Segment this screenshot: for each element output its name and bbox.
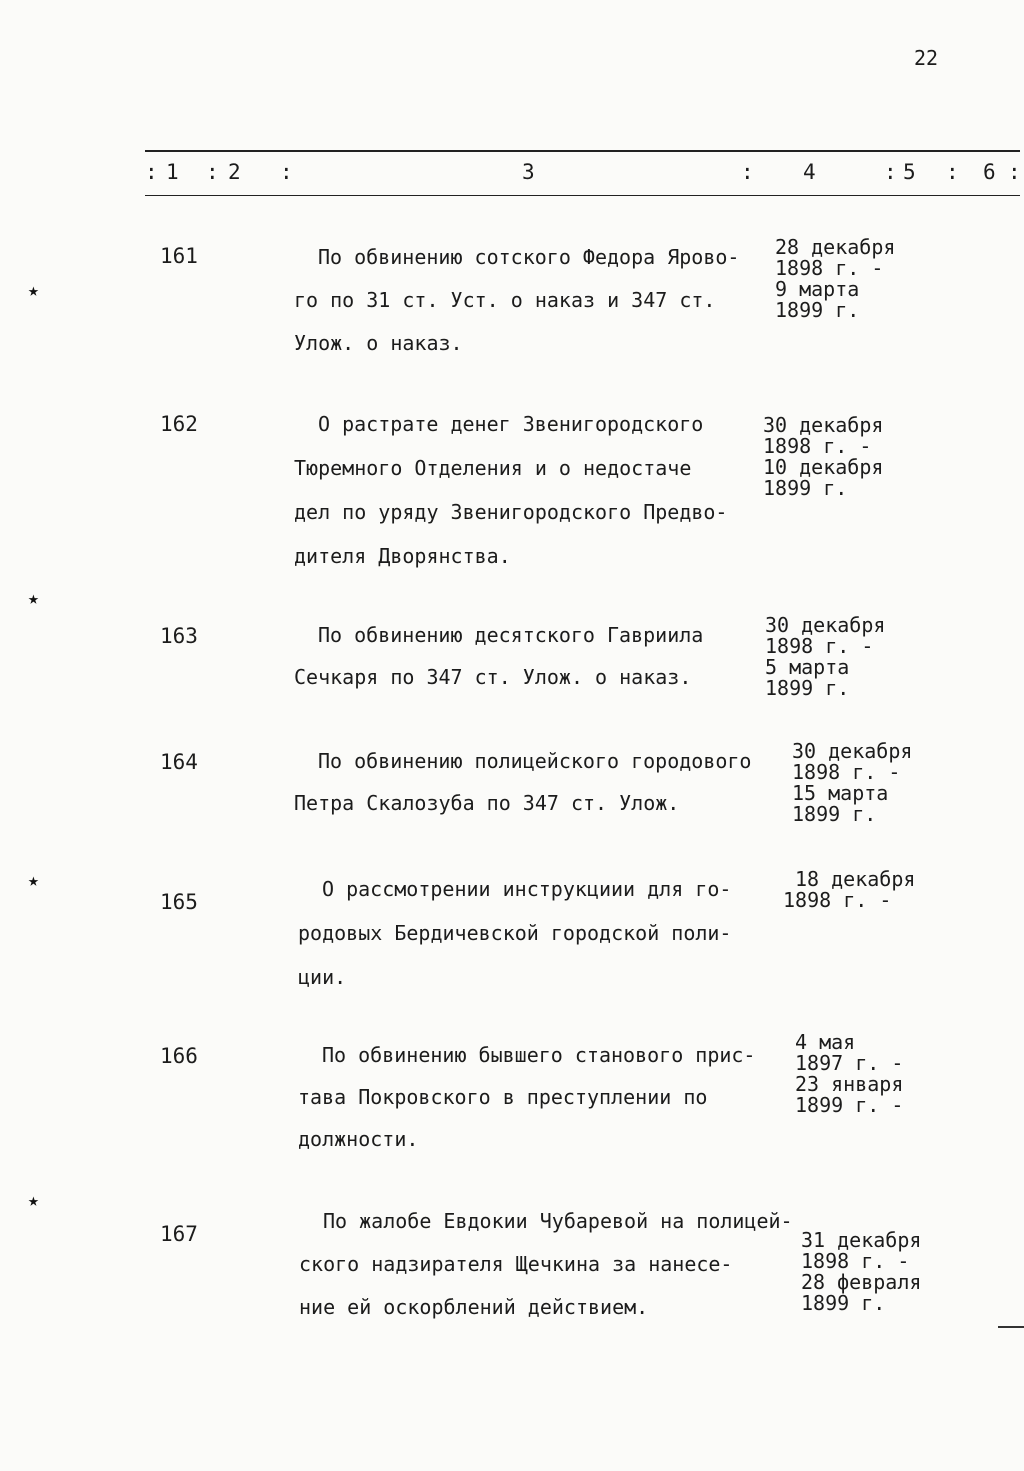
- entry-number: 165: [160, 890, 198, 914]
- entry-dates: [801, 1230, 921, 1314]
- description-line: дел по уряду Звенигородского Предво-: [294, 500, 728, 524]
- description-line: тава Покровского в преступлении по: [298, 1085, 708, 1109]
- column-header-1: 1: [166, 160, 179, 184]
- column-header-4: 4: [803, 160, 816, 184]
- header-top-rule: [145, 150, 1020, 152]
- description-line: должности.: [298, 1127, 419, 1151]
- date-line: 1899 г. -: [795, 1093, 904, 1117]
- entry-description: [294, 236, 794, 365]
- column-separator: :: [946, 160, 959, 184]
- header-bottom-rule: [145, 195, 1020, 196]
- description-line: дителя Дворянства.: [294, 544, 511, 568]
- date-line: 30 декабря: [763, 413, 884, 437]
- description-line: О рассмотрении инструкциии для го-: [322, 877, 732, 901]
- column-header-2: 2: [228, 160, 241, 184]
- edge-dash-mark: [998, 1326, 1024, 1328]
- entry-description: [294, 402, 794, 578]
- entry-dates: [763, 415, 883, 499]
- column-header-6: 6: [983, 160, 996, 184]
- date-line: 1899 г.: [763, 476, 848, 500]
- entry-dates: [783, 869, 915, 911]
- description-line: О растрате денег Звенигородского: [318, 412, 704, 436]
- entry-description: [298, 867, 798, 999]
- column-header-5: 5: [903, 160, 916, 184]
- entry-number: 167: [160, 1222, 198, 1246]
- description-line: По обвинению бывшего станового прис-: [322, 1043, 756, 1067]
- entry-description: [298, 1034, 798, 1160]
- date-line: 28 февраля: [801, 1270, 922, 1294]
- date-line: 10 декабря: [763, 455, 884, 479]
- date-line: 1899 г.: [801, 1291, 886, 1315]
- description-line: По обвинению десятского Гавриила: [318, 623, 704, 647]
- date-line: 1897 г. -: [795, 1051, 904, 1075]
- date-line: 1898 г. -: [763, 434, 872, 458]
- description-line: го по 31 ст. Уст. о наказ и 347 ст.: [294, 288, 716, 312]
- date-line: 9 марта: [775, 277, 860, 301]
- description-line: Тюремного Отделения и о недостаче: [294, 456, 692, 480]
- description-line: Сечкаря по 347 ст. Улож. о наказ.: [294, 665, 692, 689]
- date-line: 15 марта: [792, 781, 889, 805]
- date-line: 1899 г.: [792, 802, 877, 826]
- description-line: По обвинению полицейского городового: [318, 749, 752, 773]
- date-line: 28 декабря: [775, 235, 896, 259]
- date-line: 1898 г. -: [792, 760, 901, 784]
- entry-number: 162: [160, 412, 198, 436]
- star-marker-icon: ★: [28, 280, 39, 301]
- description-line: Петра Скалозуба по 347 ст. Улож.: [294, 791, 680, 815]
- column-separator: :: [741, 160, 754, 184]
- date-line: 31 декабря: [801, 1228, 922, 1252]
- column-separator: :: [1008, 160, 1021, 184]
- entry-description: [294, 740, 794, 824]
- description-line: Улож. о наказ.: [294, 331, 463, 355]
- star-marker-icon: ★: [28, 1190, 39, 1211]
- date-line: 1898 г. -: [765, 634, 874, 658]
- date-line: 1898 г. -: [783, 888, 892, 912]
- date-line: 1898 г. -: [801, 1249, 910, 1273]
- entry-number: 166: [160, 1044, 198, 1068]
- date-line: 5 марта: [765, 655, 850, 679]
- date-line: 4 мая: [795, 1030, 856, 1054]
- entry-number: 161: [160, 244, 198, 268]
- description-line: ние ей оскорблений действием.: [299, 1295, 649, 1319]
- description-line: По жалобе Евдокии Чубаревой на полицей-: [323, 1209, 793, 1233]
- date-line: 18 декабря: [795, 867, 916, 891]
- entry-dates: [792, 741, 912, 825]
- entry-number: 163: [160, 624, 198, 648]
- entry-number: 164: [160, 750, 198, 774]
- column-separator: :: [145, 160, 158, 184]
- description-line: ского надзирателя Щечкина за нанесе-: [299, 1252, 733, 1276]
- page-number: 22: [914, 46, 939, 70]
- column-separator: :: [206, 160, 219, 184]
- description-line: родовых Бердичевской городской поли-: [298, 921, 732, 945]
- date-line: 30 декабря: [765, 613, 886, 637]
- description-line: По обвинению сотского Федора Ярово-: [318, 245, 740, 269]
- entry-dates: [765, 615, 885, 699]
- date-line: 1898 г. -: [775, 256, 884, 280]
- entry-dates: [795, 1032, 903, 1116]
- entry-description: [294, 614, 794, 698]
- column-header-3: 3: [522, 160, 535, 184]
- star-marker-icon: ★: [28, 588, 39, 609]
- date-line: 30 декабря: [792, 739, 913, 763]
- column-separator: :: [280, 160, 293, 184]
- star-marker-icon: ★: [28, 870, 39, 891]
- date-line: 1899 г.: [775, 298, 860, 322]
- entry-description: [299, 1200, 799, 1329]
- date-line: 1899 г.: [765, 676, 850, 700]
- entry-dates: [775, 237, 895, 321]
- description-line: ции.: [298, 965, 347, 989]
- date-line: 23 января: [795, 1072, 904, 1096]
- column-separator: :: [884, 160, 897, 184]
- column-header-row: [0, 160, 1024, 190]
